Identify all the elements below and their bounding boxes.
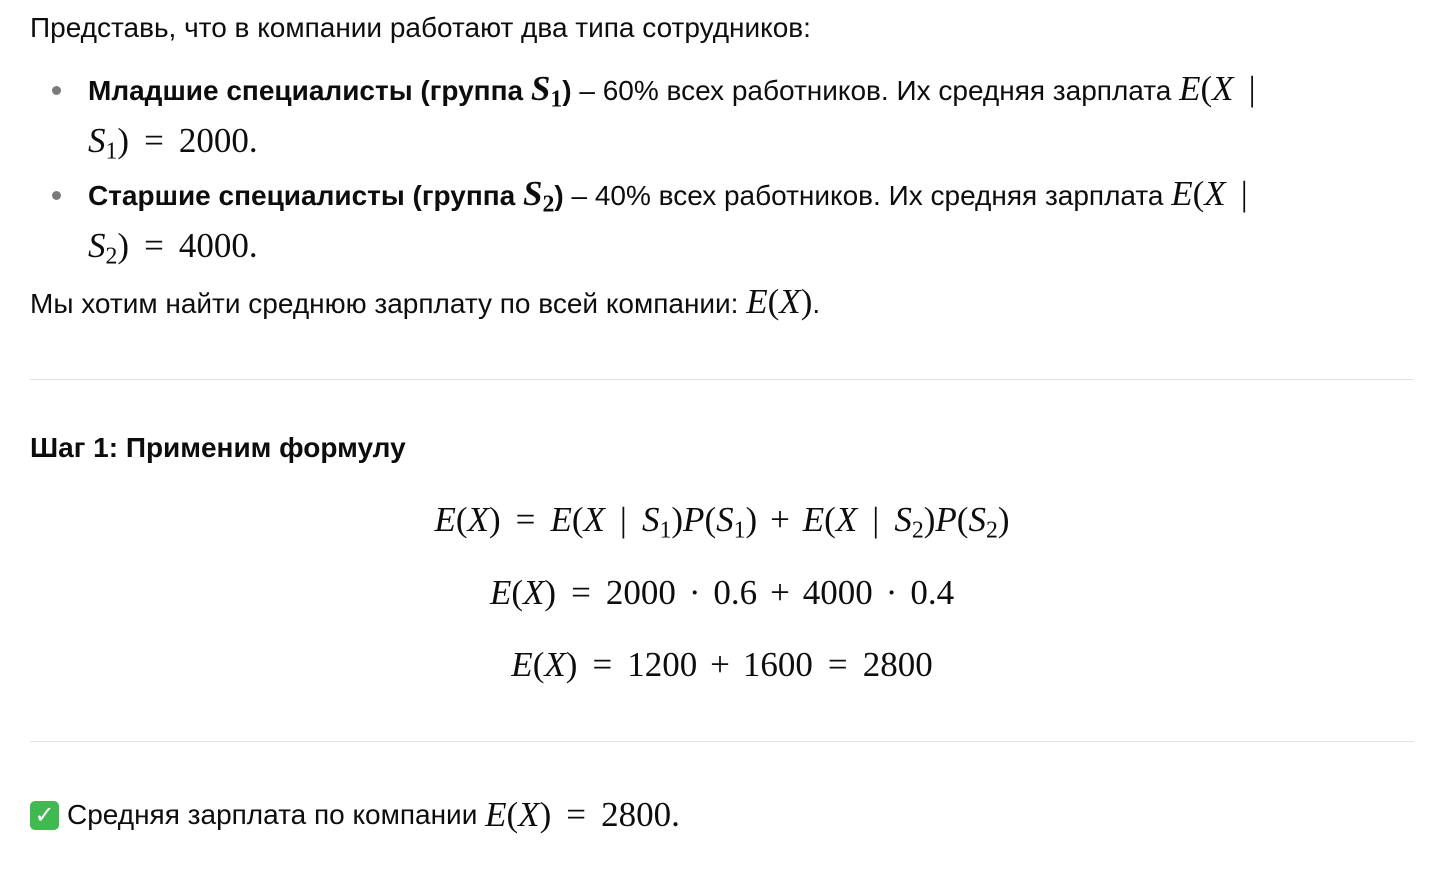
group-share-text: – 60% всех работников. Их средняя зарплата xyxy=(579,75,1172,106)
divider xyxy=(30,379,1414,380)
math-s2: $S_2$ xyxy=(523,174,555,218)
list-item-senior xyxy=(30,169,1390,273)
salary-value: 4000 xyxy=(178,226,249,265)
final-text: Средняя зарплата по компании xyxy=(67,799,478,830)
bullet-icon xyxy=(52,191,61,200)
group-label: Младшие специалисты (группа $S_1$) xyxy=(88,69,572,113)
formula-law-of-total-expectation: E(X) = E(X | $S_1)P(S_1) + E(X$ | $S_2)P(S_2)$ xyxy=(434,500,1010,544)
math-s1: $S_1$ xyxy=(530,69,563,113)
formula-substitution: E(X) = 2000 · 0.6 + 4000 · 0.4 xyxy=(489,573,955,612)
group-label: Старшие специалисты (группа $S_2$) xyxy=(88,174,564,218)
formula-result: E(X) = 1200 + 1600 = 2800 xyxy=(511,645,933,684)
employee-groups-list xyxy=(30,64,1390,273)
list-item-junior xyxy=(30,64,1390,168)
final-answer: ✓ Средняя зарплата по компании E(X) = 2800. xyxy=(30,795,680,835)
step-heading: Шаг 1: Применим формулу xyxy=(30,432,406,463)
salary-value: 2000 xyxy=(178,121,249,160)
check-mark-button-icon: ✓ xyxy=(30,801,59,830)
math-conditional-mean-2: E(X | $S_2) = 4000$. xyxy=(88,174,1248,270)
divider xyxy=(30,741,1414,742)
intro-text: Представь, что в компании работают два типа сотрудников: xyxy=(30,12,811,43)
bullet-icon xyxy=(52,86,61,95)
group-share-text: – 40% всех работников. Их средняя зарплата xyxy=(571,180,1164,211)
goal-text: Мы хотим найти среднюю зарплату по всей компании: E(X). xyxy=(30,282,821,321)
math-conditional-mean-1: E(X | $S_1) = 2000$. xyxy=(88,69,1256,165)
final-value: 2800 xyxy=(601,795,672,834)
